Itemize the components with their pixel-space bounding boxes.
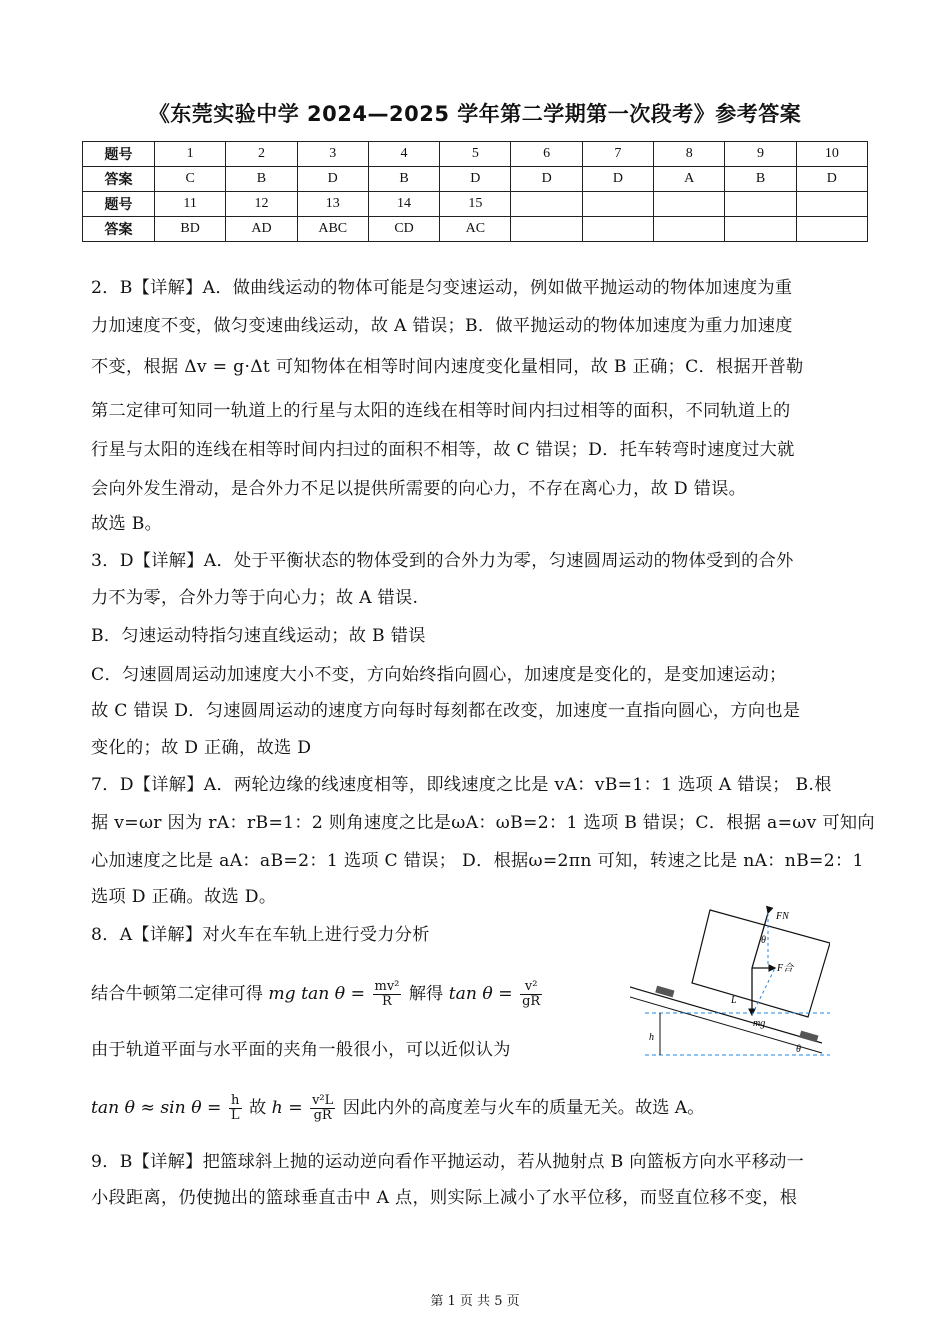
table-row (83, 167, 868, 192)
fraction-denominator: gR (313, 1108, 332, 1123)
table-cell: D (511, 167, 582, 192)
wheel (799, 1031, 818, 1043)
text-line: 8．A【详解】对火车在车轨上进行受力分析 (91, 925, 430, 945)
table-cell: 12 (226, 192, 297, 217)
table-cell: 1 (155, 142, 226, 167)
formula-text: tan θ ≈ sin θ = (91, 1098, 227, 1118)
label-fn: FN (776, 911, 789, 922)
formula-line (91, 980, 544, 1009)
formula-text: tan θ = (448, 984, 519, 1004)
text-line: 3．D【详解】A．处于平衡状态的物体受到的合外力为零，匀速圆周运动的物体受到的合外 (91, 551, 794, 571)
text-span: 解得 (408, 984, 444, 1004)
table-cell: 11 (155, 192, 226, 217)
table-header-cell: 答案 (83, 167, 155, 192)
dashed-line (752, 968, 775, 1015)
label-h: h (649, 1032, 654, 1043)
table-cell: CD (368, 217, 439, 242)
label-mg: mg (753, 1018, 766, 1029)
table-cell: ABC (297, 217, 368, 242)
table-cell: B (226, 167, 297, 192)
text-line: 由于轨道平面与水平面的夹角一般很小，可以近似认为 (91, 1040, 511, 1060)
table-cell: B (368, 167, 439, 192)
fraction-denominator: gR (522, 994, 541, 1009)
text-line: 2．B【详解】A．做曲线运动的物体可能是匀变速运动，例如做平抛运动的物体加速度为重 (91, 278, 793, 298)
table-cell: AC (440, 217, 511, 242)
table-cell: 3 (297, 142, 368, 167)
formula-text: mg tan θ = (268, 984, 371, 1004)
table-cell: 7 (582, 142, 653, 167)
text-line: 行星与太阳的连线在相等时间内扫过的面积不相等，故 C 错误；D．托车转弯时速度过大就 (91, 440, 795, 460)
track-incline (630, 987, 822, 1043)
text-line: B．匀速运动特指匀速直线运动；故 B 错误 (91, 626, 426, 646)
table-cell: D (440, 167, 511, 192)
table-row (83, 142, 868, 167)
text-line: 力不为零，合外力等于向心力；故 A 错误. (91, 588, 419, 608)
fraction (310, 1094, 335, 1123)
train-body (692, 910, 830, 1017)
label-l: L (731, 995, 737, 1006)
label-fhe: F合 (777, 963, 794, 974)
text-line: 会向外发生滑动，是合外力不足以提供所需要的向心力，不存在离心力，故 D 错误。 (91, 479, 747, 499)
text-line: 不变，根据 Δv = g·Δt 可知物体在相等时间内速度变化量相同，故 B 正确；C．根据开普勒 (91, 357, 804, 377)
text-line: 心加速度之比是 aA：aB=2：1 选项 C 错误； D．根据ω=2πn 可知，转速之比是 nA：nB=2：1 (91, 851, 864, 871)
fraction (229, 1094, 242, 1123)
fraction-numerator: v² (520, 980, 542, 995)
text-line: 据 v=ωr 因为 rA：rB=1：2 则角速度之比是ωA：ωB=2：1 选项 B 错误；C．根据 a=ωv 可知向 (91, 813, 875, 833)
track-incline-lower (630, 997, 822, 1053)
label-theta-2: θ (796, 1044, 801, 1055)
table-header-cell: 题号 (83, 192, 155, 217)
table-cell: D (582, 167, 653, 192)
text-line: 力加速度不变，做匀变速曲线运动，故 A 错误；B．做平抛运动的物体加速度为重力加速度 (91, 316, 793, 336)
fraction-numerator: v²L (312, 1093, 334, 1108)
table-cell (725, 217, 796, 242)
text-line: 变化的；故 D 正确，故选 D (91, 738, 312, 758)
table-row (83, 217, 868, 242)
fraction (373, 980, 402, 1009)
text-span: 因此内外的高度差与火车的质量无关。故选 A。 (342, 1098, 705, 1118)
table-cell: 2 (226, 142, 297, 167)
table-cell: BD (155, 217, 226, 242)
table-cell (796, 217, 867, 242)
fraction-denominator: R (382, 994, 392, 1009)
text-line: C．匀速圆周运动加速度大小不变，方向始终指向圆心，加速度是变化的，是变加速运动； (91, 665, 787, 685)
table-cell (511, 217, 582, 242)
text-line: 选项 D 正确。故选 D。 (91, 887, 277, 907)
text-line: 故选 B。 (91, 514, 163, 534)
table-cell (654, 192, 725, 217)
table-cell: 10 (796, 142, 867, 167)
table-cell: D (297, 167, 368, 192)
page-footer: 第 1 页 共 5 页 (430, 1294, 520, 1309)
table-cell: 4 (368, 142, 439, 167)
text-span: 故 (249, 1098, 267, 1118)
table-cell: 13 (297, 192, 368, 217)
table-cell (511, 192, 582, 217)
table-cell: C (155, 167, 226, 192)
answer-table (82, 141, 868, 242)
text-line: 小段距离，仍使抛出的篮球垂直击中 A 点，则实际上减小了水平位移，而竖直位移不变，根 (91, 1188, 798, 1208)
force-diagram (630, 905, 830, 1065)
table-cell: 8 (654, 142, 725, 167)
table-cell: 9 (725, 142, 796, 167)
text-line: 第二定律可知同一轨道上的行星与太阳的连线在相等时间内扫过相等的面积，不同轨道上的 (91, 401, 791, 421)
table-cell: AD (226, 217, 297, 242)
text-line: 故 C 错误 D．匀速圆周运动的速度方向每时每刻都在改变，加速度一直指向圆心，方向也是 (91, 701, 801, 721)
page-title: 《东莞实验中学 2024—2025 学年第二学期第一次段考》参考答案 (148, 102, 802, 126)
table-cell: 14 (368, 192, 439, 217)
table-cell: D (796, 167, 867, 192)
table-cell (725, 192, 796, 217)
table-cell (582, 192, 653, 217)
table-cell: 6 (511, 142, 582, 167)
fraction-numerator: mv² (374, 979, 400, 994)
text-line: 9．B【详解】把篮球斜上抛的运动逆向看作平抛运动，若从抛射点 B 向篮板方向水平移动一 (91, 1152, 805, 1172)
table-cell: 15 (440, 192, 511, 217)
table-cell: A (654, 167, 725, 192)
table-header-cell: 答案 (83, 217, 155, 242)
table-cell (796, 192, 867, 217)
formula-text: h = (271, 1098, 309, 1118)
text-span: 结合牛顿第二定律可得 (91, 984, 263, 1004)
table-row (83, 192, 868, 217)
table-cell (582, 217, 653, 242)
table-header-cell: 题号 (83, 142, 155, 167)
table-cell: 5 (440, 142, 511, 167)
text-line: 7．D【详解】A．两轮边缘的线速度相等，即线速度之比是 vA：vB=1：1 选项 A 错误； B.根 (91, 775, 832, 795)
table-cell (654, 217, 725, 242)
fraction-numerator: h (229, 1094, 242, 1109)
fraction-denominator: L (230, 1108, 240, 1123)
label-theta: θ (761, 935, 766, 946)
formula-line (91, 1094, 704, 1123)
fraction (520, 980, 542, 1009)
table-cell: B (725, 167, 796, 192)
